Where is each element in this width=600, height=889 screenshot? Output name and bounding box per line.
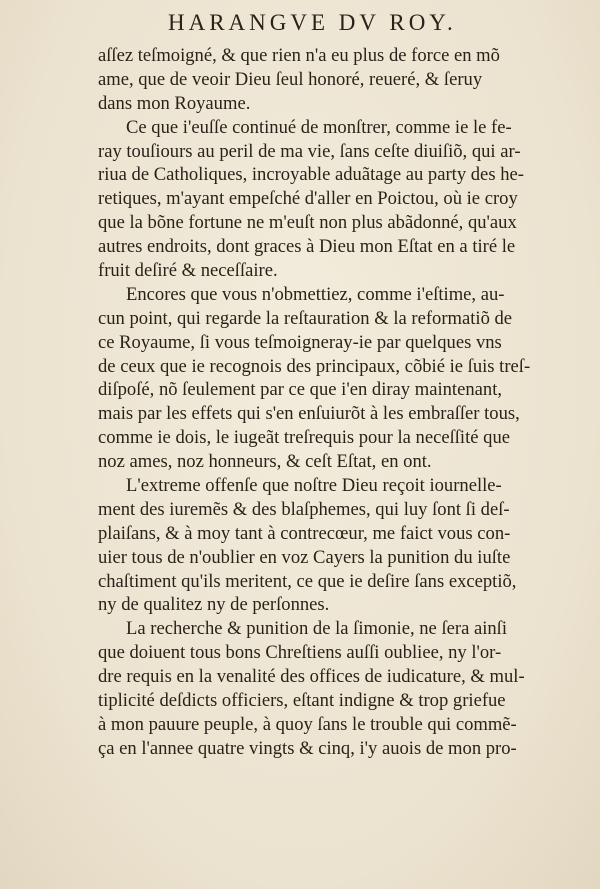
text-line: retiques, m'ayant empeſché d'aller en Poictou, où ie croy <box>98 188 518 210</box>
text-line: comme ie dois, le iugeãt treſrequis pour la neceſſité que <box>98 427 511 449</box>
text-line: à mon pauure peuple, à quoy ſans le trouble qui commẽ- <box>98 713 517 735</box>
text-line: cun point, qui regarde la reſtauration & la reformatiõ de <box>98 307 513 329</box>
text-line: Ce que i'euſſe continué de monſtrer, comme ie le fe- <box>126 116 512 138</box>
text-line: ce Royaume, ſi vous teſmoigneray-ie par quelques vns <box>98 331 502 353</box>
text-line: ny de qualitez ny de perſonnes. <box>98 594 330 616</box>
text-line: Encores que vous n'obmettiez, comme i'eſtime, au- <box>126 283 505 305</box>
paragraph-2 <box>98 116 568 283</box>
text-line: L'extreme offenſe que noſtre Dieu reçoit iournelle- <box>126 475 502 497</box>
text-line: dans mon Royaume. <box>98 92 251 114</box>
paragraph-1 <box>98 44 568 116</box>
paragraph-4 <box>98 474 568 617</box>
text-line: mais par les effets qui s'en enſuiurõt à les embraſſer tous, <box>98 403 520 425</box>
text-line: tiplicité deſdicts officiers, eſtant indigne & trop griefue <box>98 690 506 712</box>
paragraph-5 <box>98 617 568 760</box>
text-line: que la bõne fortune ne m'euſt non plus abãdonné, qu'aux <box>98 212 517 234</box>
text-line: ment des iuremẽs & des blaſphemes, qui luy ſont ſi deſ- <box>98 498 510 520</box>
running-head: HARANGVE DV ROY. <box>168 10 457 35</box>
text-line: aſſez teſmoigné, & que rien n'a eu plus de force en mõ <box>98 45 500 66</box>
text-line: ça en l'annee quatre vingts & cinq, i'y auois de mon pro- <box>98 737 517 759</box>
text-line: uier tous de n'oublier en voz Cayers la punition du iuſte <box>98 546 511 568</box>
paragraph-3 <box>98 283 568 474</box>
text-line: riua de Catholiques, incroyable aduãtage au party des he- <box>98 164 524 186</box>
body-text <box>98 44 568 761</box>
text-line: dre requis en la venalité des offices de iudicature, & mul- <box>98 666 525 688</box>
text-line: diſpoſé, nõ ſeulement par ce que i'en diray maintenant, <box>98 379 503 401</box>
text-line: noz ames, noz honneurs, & ceſt Eſtat, en ont. <box>98 451 432 473</box>
text-line: que doiuent tous bons Chreſtiens auſſi oubliee, ny l'or- <box>98 642 502 664</box>
text-line: La recherche & punition de la ſimonie, ne ſera ainſi <box>126 618 508 640</box>
text-line: chaſtiment qu'ils meritent, ce que ie deſire ſans exceptiõ, <box>98 570 517 592</box>
text-line: plaiſans, & à moy tant à contrecœur, me faict vous con- <box>98 522 511 544</box>
text-line: fruit deſiré & neceſſaire. <box>98 260 278 282</box>
text-line: ray touſiours au peril de ma vie, ſans ceſte diuiſiõ, qui ar- <box>98 140 521 162</box>
text-line: de ceux que ie recognois des principaux, cõbié ie ſuis treſ- <box>98 355 531 377</box>
text-line: autres endroits, dont graces à Dieu mon Eſtat en a tiré le <box>98 236 516 258</box>
text-line: ame, que de veoir Dieu ſeul honoré, reueré, & ſeruy <box>98 68 483 90</box>
